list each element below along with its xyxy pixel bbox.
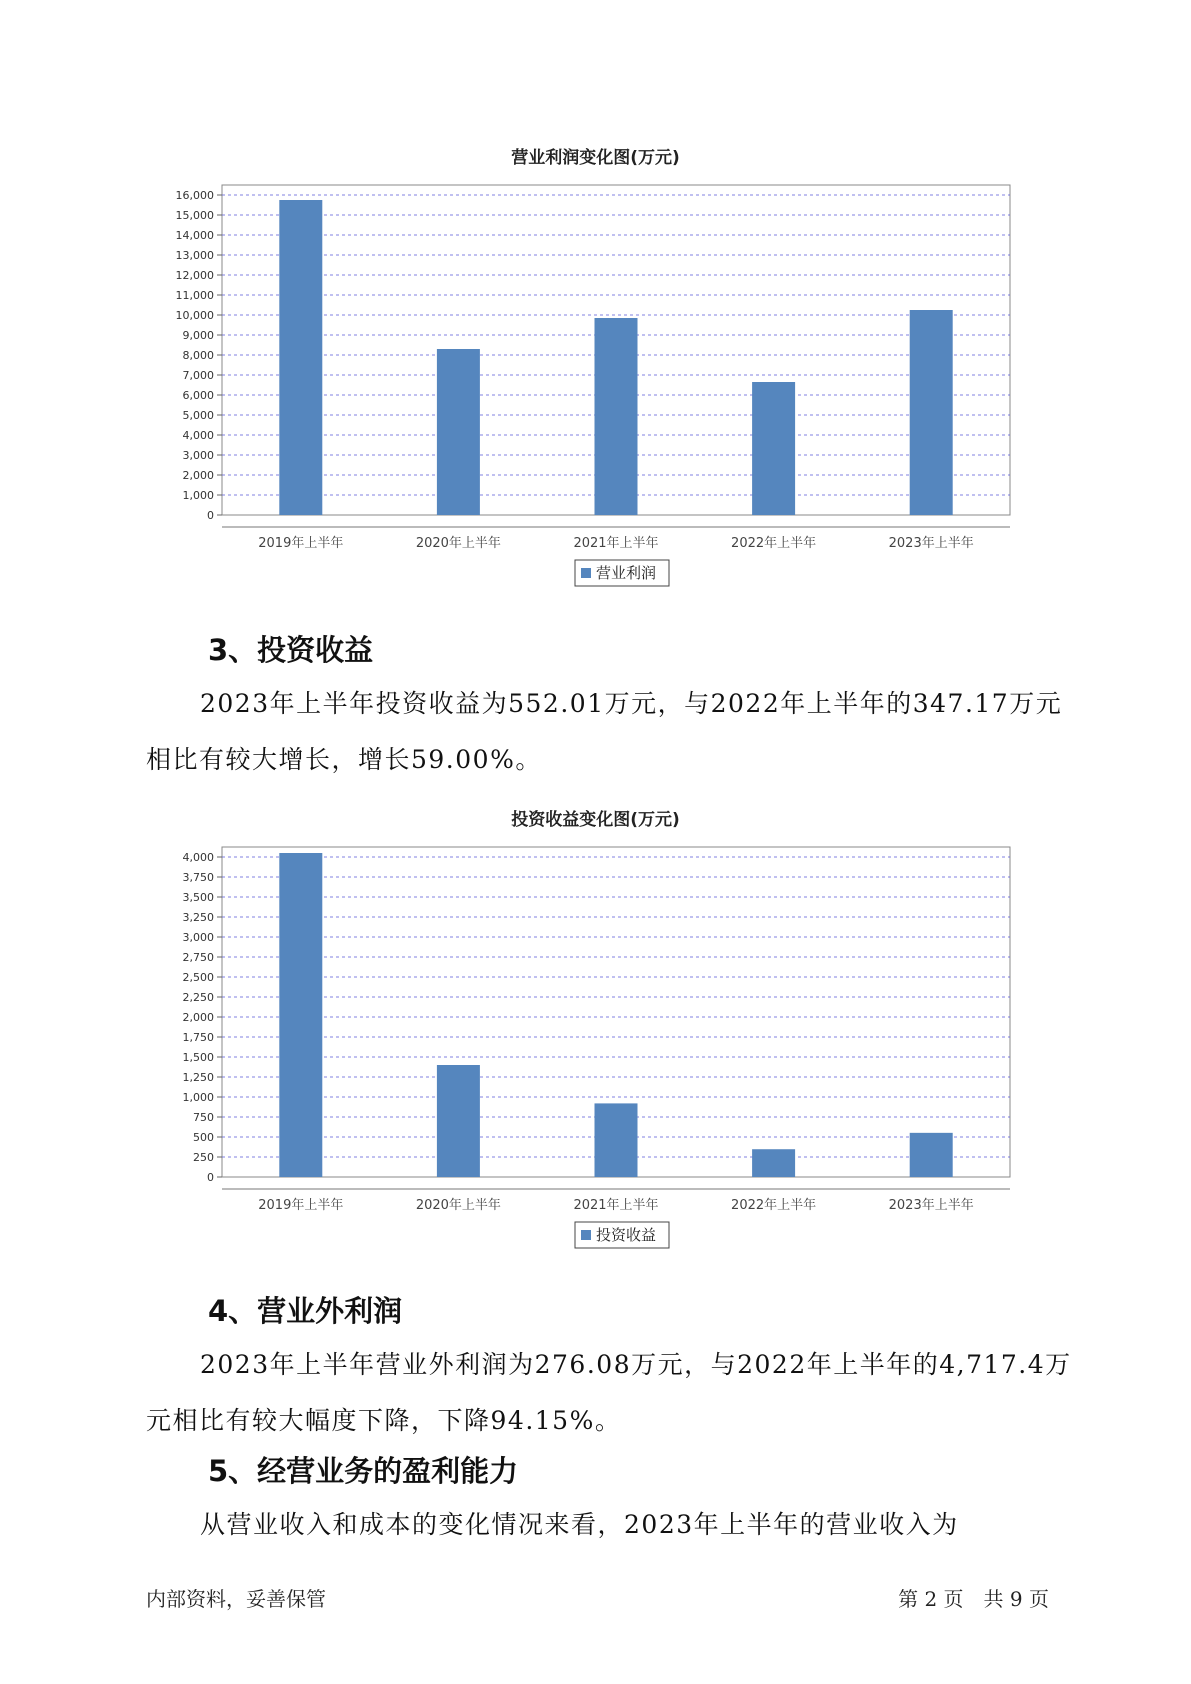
y-tick-label: 1,500 <box>182 1051 214 1064</box>
y-tick-label: 3,250 <box>182 911 214 924</box>
section-heading-profitability: 5、经营业务的盈利能力 <box>208 1454 519 1488</box>
x-tick-label: 2019年上半年 <box>258 536 344 551</box>
x-tick-label: 2021年上半年 <box>573 536 659 551</box>
y-tick-label: 1,000 <box>182 1091 214 1104</box>
y-tick-label: 1,250 <box>182 1071 214 1084</box>
y-tick-label: 2,000 <box>182 1011 214 1024</box>
y-tick-label: 12,000 <box>175 269 214 282</box>
section-heading-investment-income: 3、投资收益 <box>208 633 374 667</box>
operating-profit-chart <box>0 170 1191 590</box>
bar <box>437 1065 480 1177</box>
legend-swatch <box>581 568 591 578</box>
y-tick-label: 2,000 <box>182 469 214 482</box>
section-text-non-operating-profit: 2023年上半年营业外利润为276.08万元，与2022年上半年的4,717.4万元相比有较大幅度下降，下降94.15%。 <box>146 1350 1072 1435</box>
bar <box>910 1133 953 1177</box>
bar <box>910 310 953 515</box>
x-tick-label: 2022年上半年 <box>731 536 817 551</box>
x-tick-label: 2020年上半年 <box>415 536 501 551</box>
x-tick-label: 2019年上半年 <box>258 1198 344 1213</box>
bar <box>595 318 638 515</box>
y-tick-label: 250 <box>193 1151 214 1164</box>
bar <box>279 200 322 515</box>
y-tick-label: 3,750 <box>182 871 214 884</box>
y-tick-label: 2,250 <box>182 991 214 1004</box>
y-tick-label: 4,000 <box>182 851 214 864</box>
legend-label: 营业利润 <box>596 564 657 582</box>
y-tick-label: 9,000 <box>182 329 214 342</box>
y-tick-label: 14,000 <box>175 229 214 242</box>
investment-income-chart <box>0 832 1191 1252</box>
y-tick-label: 5,000 <box>182 409 214 422</box>
x-tick-label: 2021年上半年 <box>573 1198 659 1213</box>
section-text-investment-income: 2023年上半年投资收益为552.01万元，与2022年上半年的347.17万元相比有较大增长，增长59.00%。 <box>146 689 1063 774</box>
bar <box>595 1103 638 1177</box>
bar <box>437 349 480 515</box>
y-tick-label: 10,000 <box>175 309 214 322</box>
bar <box>752 1149 795 1177</box>
x-tick-label: 2020年上半年 <box>415 1198 501 1213</box>
y-tick-label: 11,000 <box>175 289 214 302</box>
y-tick-label: 0 <box>207 509 214 522</box>
bar <box>279 853 322 1177</box>
legend-label: 投资收益 <box>596 1226 657 1244</box>
y-tick-label: 750 <box>193 1111 214 1124</box>
y-tick-label: 2,750 <box>182 951 214 964</box>
y-tick-label: 15,000 <box>175 209 214 222</box>
y-tick-label: 2,500 <box>182 971 214 984</box>
footer-left: 内部资料，妥善保管 <box>146 1587 326 1611</box>
y-tick-label: 3,000 <box>182 931 214 944</box>
x-tick-label: 2023年上半年 <box>888 536 974 551</box>
bar <box>752 382 795 515</box>
y-tick-label: 8,000 <box>182 349 214 362</box>
chart-title-operating-profit: 营业利润变化图(万元) <box>511 148 680 168</box>
chart-title-investment-income: 投资收益变化图(万元) <box>511 810 680 830</box>
x-tick-label: 2023年上半年 <box>888 1198 974 1213</box>
y-tick-label: 7,000 <box>182 369 214 382</box>
y-tick-label: 500 <box>193 1131 214 1144</box>
section-heading-non-operating-profit: 4、营业外利润 <box>208 1294 403 1328</box>
y-tick-label: 6,000 <box>182 389 214 402</box>
x-tick-label: 2022年上半年 <box>731 1198 817 1213</box>
y-tick-label: 1,750 <box>182 1031 214 1044</box>
legend-swatch <box>581 1230 591 1240</box>
y-tick-label: 3,000 <box>182 449 214 462</box>
y-tick-label: 1,000 <box>182 489 214 502</box>
footer-page-number: 第 2 页 共 9 页 <box>898 1587 1049 1611</box>
y-tick-label: 13,000 <box>175 249 214 262</box>
y-tick-label: 0 <box>207 1171 214 1184</box>
y-tick-label: 3,500 <box>182 891 214 904</box>
y-tick-label: 4,000 <box>182 429 214 442</box>
y-tick-label: 16,000 <box>175 189 214 202</box>
section-text-profitability: 从营业收入和成本的变化情况来看，2023年上半年的营业收入为 <box>200 1510 959 1539</box>
